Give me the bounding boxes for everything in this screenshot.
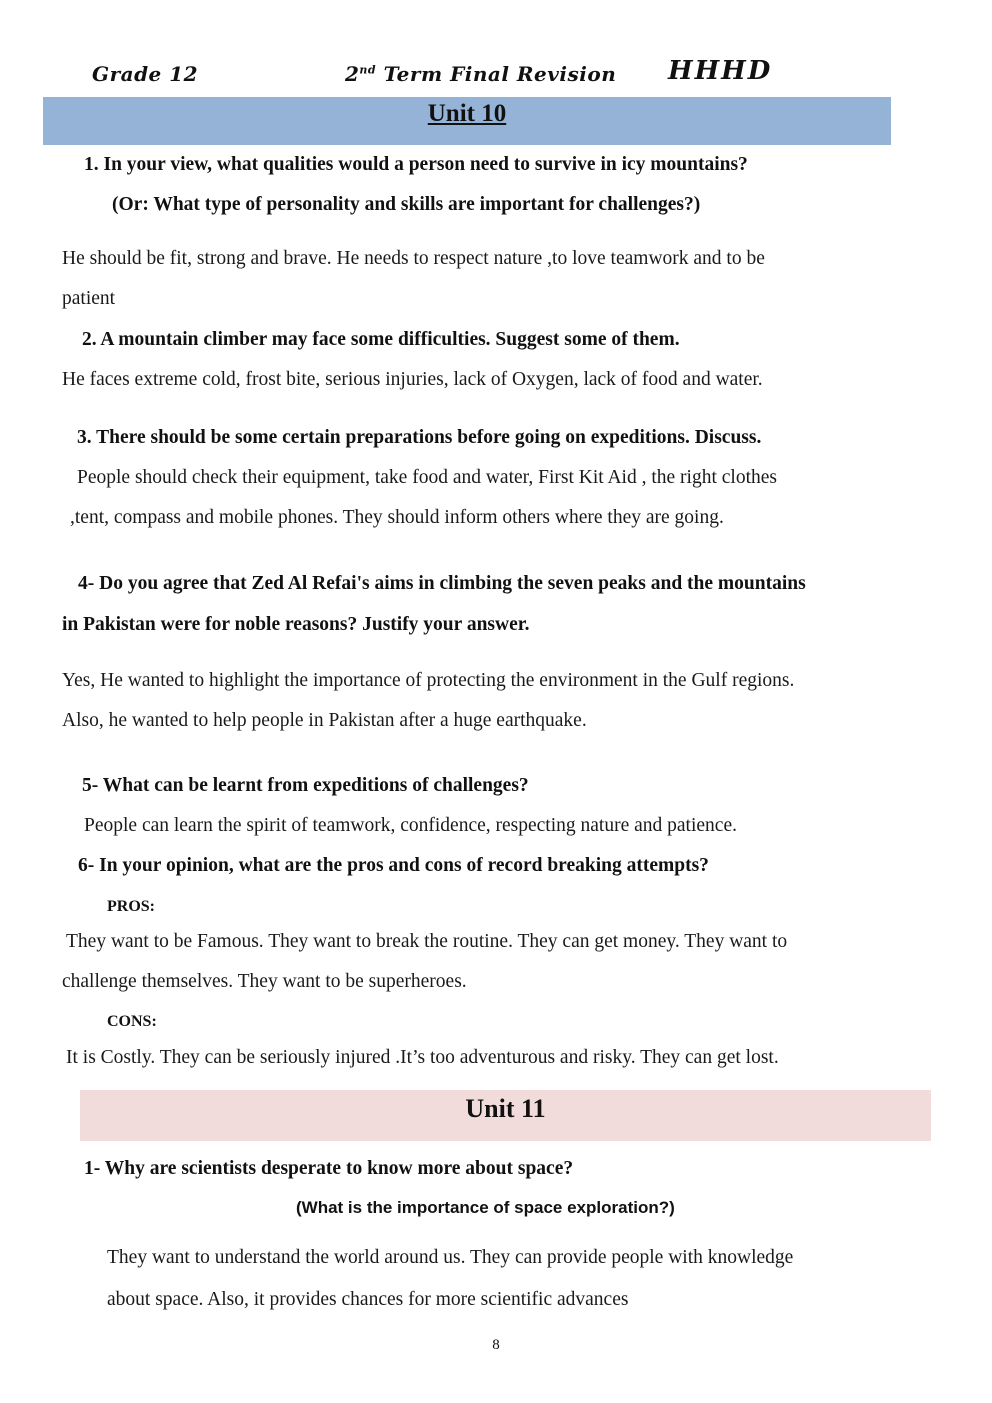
unit10-question-2: 2. A mountain climber may face some difficulties. Suggest some of them. xyxy=(82,329,680,350)
pros-line-2: challenge themselves. They want to be superheroes. xyxy=(62,971,467,992)
unit10-question-6: 6- In your opinion, what are the pros and cons of record breaking attempts? xyxy=(78,855,709,876)
unit10-question-3: 3. There should be some certain preparations before going on expeditions. Discuss. xyxy=(77,427,762,448)
header-school: HHHD xyxy=(668,56,773,86)
unit10-question-1: 1. In your view, what qualities would a person need to survive in icy mountains? xyxy=(84,154,748,175)
cons-label: CONS: xyxy=(107,1013,157,1030)
unit-11-title: Unit 11 xyxy=(465,1094,546,1123)
header-grade: Grade 12 xyxy=(92,62,199,86)
unit10-answer-3-line-2: ,tent, compass and mobile phones. They should inform others where they are going. xyxy=(70,507,724,528)
header-term-rest: Term Final Revision xyxy=(383,62,617,86)
unit10-answer-4-line-1: Yes, He wanted to highlight the importance of protecting the environment in the Gulf regions. xyxy=(62,670,795,691)
cons-line-1: It is Costly. They can be seriously injured .It’s too adventurous and risky. They can get lost. xyxy=(66,1047,779,1068)
unit10-answer-5: People can learn the spirit of teamwork, confidence, respecting nature and patience. xyxy=(84,815,737,836)
header-term-ordinal: 2 xyxy=(345,62,360,86)
pros-line-1: They want to be Famous. They want to break the routine. They can get money. They want to xyxy=(66,931,788,952)
unit11-question-1: 1- Why are scientists desperate to know more about space? xyxy=(84,1158,574,1179)
unit10-answer-3-line-1: People should check their equipment, take food and water, First Kit Aid , the right clothes xyxy=(77,467,777,488)
unit11-answer-1-line-2: about space. Also, it provides chances for more scientific advances xyxy=(107,1289,629,1310)
unit10-question-1-alt: (Or: What type of personality and skills are important for challenges?) xyxy=(112,194,701,215)
unit11-question-1-alt: (What is the importance of space exploration?) xyxy=(296,1198,675,1217)
page-number: 8 xyxy=(492,1337,500,1353)
pros-label: PROS: xyxy=(107,898,155,915)
unit10-question-4-line-1: 4- Do you agree that Zed Al Refai's aims in climbing the seven peaks and the mountains xyxy=(78,573,806,594)
unit-10-title: Unit 10 xyxy=(427,100,507,127)
unit10-question-5: 5- What can be learnt from expeditions of challenges? xyxy=(82,775,529,796)
header-term-suffix: nd xyxy=(359,63,377,77)
unit10-question-4-line-2: in Pakistan were for noble reasons? Justify your answer. xyxy=(62,614,530,635)
unit10-answer-2: He faces extreme cold, frost bite, serious injuries, lack of Oxygen, lack of food and water. xyxy=(62,369,763,390)
unit10-answer-1-line-2: patient xyxy=(62,288,116,309)
unit10-answer-4-line-2: Also, he wanted to help people in Pakistan after a huge earthquake. xyxy=(62,710,587,731)
unit11-answer-1-line-1: They want to understand the world around us. They can provide people with knowledge xyxy=(107,1247,794,1268)
unit10-answer-1-line-1: He should be fit, strong and brave. He needs to respect nature ,to love teamwork and to be xyxy=(62,248,765,269)
header-term xyxy=(345,62,616,86)
